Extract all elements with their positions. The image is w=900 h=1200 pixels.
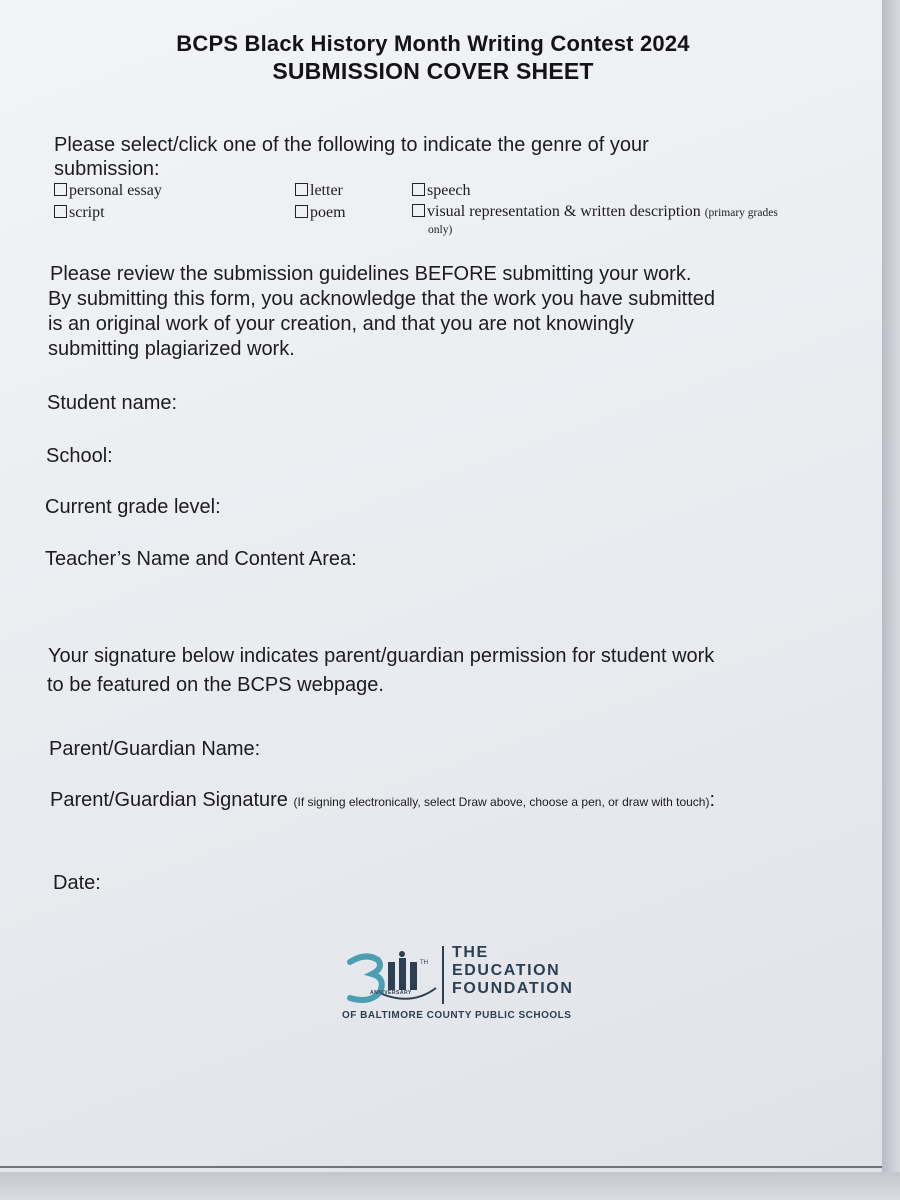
- permission-line1: Your signature below indicates parent/guardian permission for student work: [48, 645, 715, 667]
- logo-line-foundation: FOUNDATION: [452, 980, 574, 997]
- teacher-label: Teacher’s Name and Content Area:: [45, 548, 357, 570]
- logo-divider: [442, 946, 444, 1004]
- guidelines-line2: By submitting this form, you acknowledge that the work you have submitted: [48, 288, 716, 310]
- option-label: poem: [310, 204, 346, 221]
- guidelines-line1: Please review the submission guidelines BEFORE submitting your work.: [50, 263, 692, 285]
- option-label: visual representation & written description: [427, 203, 701, 220]
- signature-label-text: Parent/Guardian Signature: [50, 789, 288, 811]
- genre-option-visual-representation[interactable]: [412, 203, 778, 221]
- student-name-label: Student name:: [47, 392, 178, 414]
- signature-colon: :: [709, 789, 716, 811]
- logo-line-education: EDUCATION: [452, 962, 561, 979]
- genre-instruction-line2: submission:: [54, 158, 160, 180]
- option-label: script: [69, 204, 105, 221]
- guidelines-line4: submitting plagiarized work.: [48, 338, 295, 360]
- checkbox-icon[interactable]: [295, 183, 308, 196]
- option-label: speech: [427, 182, 471, 199]
- page-title: BCPS Black History Month Writing Contest 2024: [176, 31, 690, 56]
- checkbox-icon[interactable]: [54, 205, 67, 218]
- logo-subline: OF BALTIMORE COUNTY PUBLIC SCHOOLS: [342, 1010, 572, 1021]
- genre-option-speech[interactable]: [412, 182, 471, 200]
- guidelines-line3: is an original work of your creation, and that you are not knowingly: [48, 313, 634, 335]
- option-note-continued: only): [428, 224, 453, 236]
- genre-instruction-line1: Please select/click one of the following to indicate the genre of your: [54, 134, 649, 156]
- parent-name-label: Parent/Guardian Name:: [49, 738, 261, 760]
- checkbox-icon[interactable]: [412, 183, 425, 196]
- genre-option-poem[interactable]: [295, 204, 346, 222]
- logo-wordmark: [452, 944, 573, 998]
- permission-line2: to be featured on the BCPS webpage.: [47, 674, 384, 696]
- grade-level-label: Current grade level:: [45, 496, 221, 518]
- genre-option-script[interactable]: [54, 204, 105, 222]
- checkbox-icon[interactable]: [412, 204, 425, 217]
- page-subtitle: SUBMISSION COVER SHEET: [272, 58, 594, 84]
- checkbox-icon[interactable]: [54, 183, 67, 196]
- anniversary-text: ANNIVERSARY: [370, 990, 412, 996]
- date-label: Date:: [53, 872, 101, 894]
- bottom-divider: [0, 1166, 882, 1168]
- option-label: personal essay: [69, 182, 162, 199]
- genre-option-personal-essay[interactable]: [54, 182, 162, 200]
- school-label: School:: [46, 445, 113, 467]
- logo-line-the: THE: [452, 944, 489, 961]
- desk-edge-bottom: [0, 1172, 900, 1200]
- option-label: letter: [310, 182, 343, 199]
- thirtieth-anniversary-icon: [342, 948, 446, 1008]
- checkbox-icon[interactable]: [295, 205, 308, 218]
- svg-text:TH: TH: [420, 960, 428, 966]
- parent-signature-label: [50, 789, 715, 812]
- education-foundation-logo: [342, 942, 582, 1032]
- genre-option-letter[interactable]: [295, 182, 343, 200]
- signature-note: (If signing electronically, select Draw above, choose a pen, or draw with touch): [293, 795, 710, 809]
- desk-edge-right: [882, 0, 900, 1200]
- option-note: (primary grades: [704, 207, 778, 219]
